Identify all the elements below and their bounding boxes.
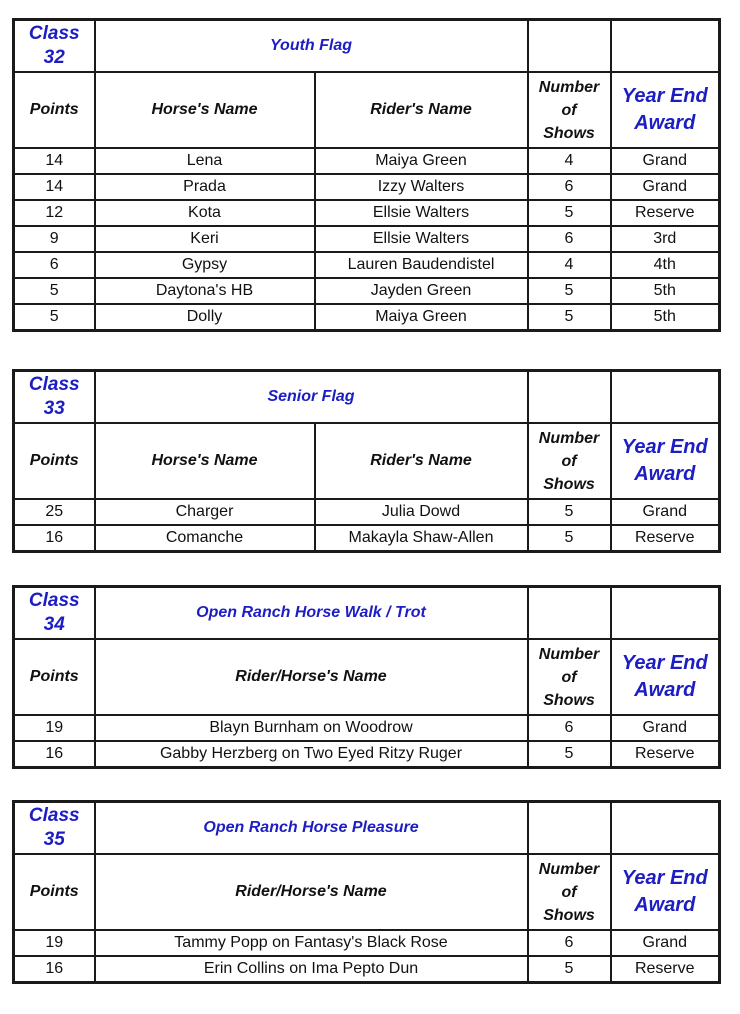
class-title: Open Ranch Horse Walk / Trot: [95, 587, 528, 640]
shows-cell: 6: [528, 174, 611, 200]
shows-cell: 5: [528, 304, 611, 331]
class-32-table: [12, 18, 721, 332]
empty-cell: [611, 587, 720, 640]
horse-cell: Gypsy: [95, 252, 315, 278]
shows-cell: 5: [528, 499, 611, 525]
rider-cell: Ellsie Walters: [315, 200, 528, 226]
empty-cell: [528, 587, 611, 640]
shows-cell: 6: [528, 226, 611, 252]
award-cell: 3rd: [611, 226, 720, 252]
award-header: Year End Award: [611, 72, 720, 148]
horse-cell: Dolly: [95, 304, 315, 331]
table-row: [14, 304, 720, 331]
shows-cell: 5: [528, 956, 611, 983]
rider-name-header: Rider's Name: [315, 72, 528, 148]
horse-cell: Lena: [95, 148, 315, 174]
rider-horse-name-header: Rider/Horse's Name: [95, 854, 528, 930]
table-row: [14, 200, 720, 226]
horse-cell: Keri: [95, 226, 315, 252]
class-label: Class 34: [14, 587, 95, 640]
class-33-table: [12, 369, 721, 553]
empty-cell: [611, 20, 720, 73]
shows-cell: 6: [528, 930, 611, 956]
award-header: Year End Award: [611, 423, 720, 499]
rider-cell: Ellsie Walters: [315, 226, 528, 252]
shows-cell: 6: [528, 715, 611, 741]
points-cell: 16: [14, 956, 95, 983]
shows-cell: 4: [528, 148, 611, 174]
horse-name-header: Horse's Name: [95, 72, 315, 148]
empty-cell: [611, 802, 720, 855]
rider-horse-cell: Tammy Popp on Fantasy's Black Rose: [95, 930, 528, 956]
points-header: Points: [14, 639, 95, 715]
class-34-table: [12, 585, 721, 769]
horse-cell: Daytona's HB: [95, 278, 315, 304]
award-cell: Reserve: [611, 741, 720, 768]
rider-horse-name-header: Rider/Horse's Name: [95, 639, 528, 715]
table-row: [14, 499, 720, 525]
class-title: Youth Flag: [95, 20, 528, 73]
award-header: Year End Award: [611, 854, 720, 930]
award-cell: 5th: [611, 278, 720, 304]
table-row: [14, 226, 720, 252]
empty-cell: [528, 20, 611, 73]
rider-cell: Lauren Baudendistel: [315, 252, 528, 278]
shows-cell: 5: [528, 741, 611, 768]
points-cell: 6: [14, 252, 95, 278]
table-row: [14, 252, 720, 278]
points-cell: 14: [14, 148, 95, 174]
award-cell: Grand: [611, 715, 720, 741]
points-cell: 5: [14, 304, 95, 331]
horse-cell: Prada: [95, 174, 315, 200]
award-header: Year End Award: [611, 639, 720, 715]
table-row: [14, 715, 720, 741]
points-cell: 19: [14, 715, 95, 741]
rider-horse-cell: Erin Collins on Ima Pepto Dun: [95, 956, 528, 983]
class-title: Open Ranch Horse Pleasure: [95, 802, 528, 855]
points-cell: 9: [14, 226, 95, 252]
shows-header: Number of Shows: [528, 72, 611, 148]
award-cell: Grand: [611, 174, 720, 200]
award-cell: Reserve: [611, 956, 720, 983]
class-35-table: [12, 800, 721, 984]
horse-name-header: Horse's Name: [95, 423, 315, 499]
rider-cell: Makayla Shaw-Allen: [315, 525, 528, 552]
rider-cell: Maiya Green: [315, 304, 528, 331]
empty-cell: [528, 802, 611, 855]
table-row: [14, 956, 720, 983]
shows-cell: 5: [528, 200, 611, 226]
award-cell: Grand: [611, 148, 720, 174]
horse-cell: Kota: [95, 200, 315, 226]
class-title: Senior Flag: [95, 371, 528, 424]
shows-cell: 5: [528, 525, 611, 552]
award-cell: Reserve: [611, 200, 720, 226]
class-label: Class 35: [14, 802, 95, 855]
points-cell: 16: [14, 741, 95, 768]
shows-header: Number of Shows: [528, 639, 611, 715]
shows-cell: 5: [528, 278, 611, 304]
rider-cell: Maiya Green: [315, 148, 528, 174]
table-row: [14, 174, 720, 200]
award-cell: Grand: [611, 499, 720, 525]
shows-header: Number of Shows: [528, 423, 611, 499]
award-cell: Reserve: [611, 525, 720, 552]
rider-horse-cell: Gabby Herzberg on Two Eyed Ritzy Ruger: [95, 741, 528, 768]
points-cell: 16: [14, 525, 95, 552]
class-label: Class 33: [14, 371, 95, 424]
shows-header: Number of Shows: [528, 854, 611, 930]
points-cell: 25: [14, 499, 95, 525]
points-cell: 19: [14, 930, 95, 956]
table-row: [14, 930, 720, 956]
rider-cell: Jayden Green: [315, 278, 528, 304]
horse-cell: Comanche: [95, 525, 315, 552]
award-cell: Grand: [611, 930, 720, 956]
shows-cell: 4: [528, 252, 611, 278]
rider-horse-cell: Blayn Burnham on Woodrow: [95, 715, 528, 741]
table-row: [14, 148, 720, 174]
horse-cell: Charger: [95, 499, 315, 525]
points-header: Points: [14, 423, 95, 499]
rider-name-header: Rider's Name: [315, 423, 528, 499]
points-header: Points: [14, 854, 95, 930]
table-row: [14, 525, 720, 552]
table-row: [14, 278, 720, 304]
class-label: Class 32: [14, 20, 95, 73]
points-cell: 14: [14, 174, 95, 200]
empty-cell: [611, 371, 720, 424]
award-cell: 4th: [611, 252, 720, 278]
rider-cell: Izzy Walters: [315, 174, 528, 200]
rider-cell: Julia Dowd: [315, 499, 528, 525]
points-cell: 12: [14, 200, 95, 226]
empty-cell: [528, 371, 611, 424]
table-row: [14, 741, 720, 768]
points-header: Points: [14, 72, 95, 148]
award-cell: 5th: [611, 304, 720, 331]
points-cell: 5: [14, 278, 95, 304]
